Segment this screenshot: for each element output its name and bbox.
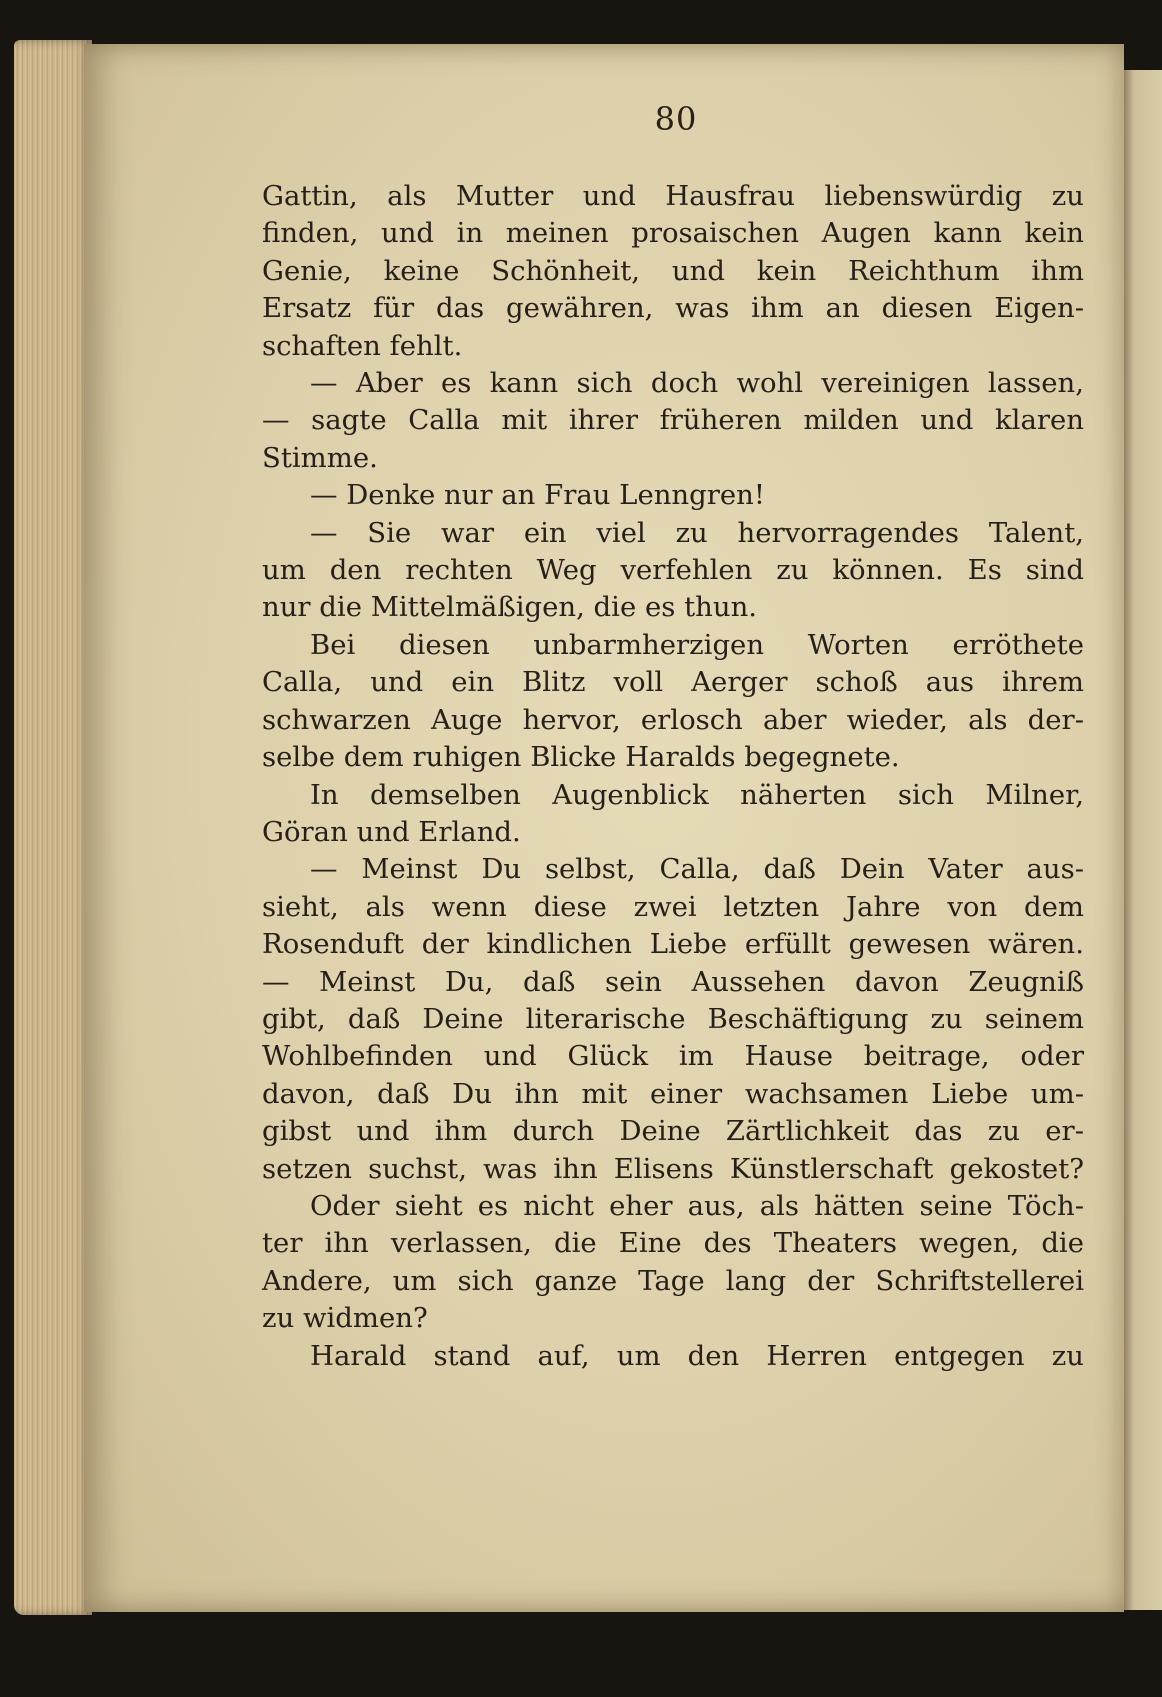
text-line: Calla, und ein Blitz voll Aerger schoß aus ihrem [262,666,1084,699]
text-line: davon, daß Du ihn mit einer wachsamen Liebe um- [262,1077,1084,1110]
text-line: Andere, um sich ganze Tage lang der Schriftstellerei [262,1264,1084,1297]
text-line: In demselben Augenblick näherten sich Milner, [310,778,1084,811]
text-line: finden, und in meinen prosaischen Augen kann kein [262,217,1084,250]
text-line: — Denke nur an Frau Lenngren! [310,479,765,512]
text-line: — sagte Calla mit ihrer früheren milden und klaren [262,404,1084,437]
book-page-edges [14,40,92,1615]
text-line: Wohlbefinden und Glück im Hause beitrage, oder [262,1040,1084,1073]
page-number: 80 [654,100,698,138]
text-line: Göran und Erland. [262,815,521,848]
text-line: — Sie war ein viel zu hervorragendes Talent, [310,516,1084,549]
text-line: Bei diesen unbarmherzigen Worten erröthete [310,628,1084,661]
text-line: zu widmen? [262,1302,428,1335]
text-line: Oder sieht es nicht eher aus, als hätten seine Töch- [310,1189,1084,1222]
text-line: selbe dem ruhigen Blicke Haralds begegnete. [262,741,900,774]
text-line: ter ihn verlassen, die Eine des Theaters wegen, die [262,1227,1084,1260]
text-line: Stimme. [262,441,378,474]
text-line: — Aber es kann sich doch wohl vereinigen lassen, [310,367,1084,400]
text-line: Rosenduft der kindlichen Liebe erfüllt gewesen wären. [262,928,1084,961]
text-line: nur die Mittelmäßigen, die es thun. [262,591,758,624]
text-line: um den rechten Weg verfehlen zu können. Es sind [262,554,1084,587]
page-text [262,178,1084,1375]
text-line: — Meinst Du, daß sein Aussehen davon Zeugniß [262,965,1084,998]
text-line: gibt, daß Deine literarische Beschäftigung zu seinem [262,1002,1084,1035]
text-line: Genie, keine Schönheit, und kein Reichthum ihm [262,254,1084,287]
text-line: schaften fehlt. [262,329,463,362]
text-line: schwarzen Auge hervor, erlosch aber wieder, als der- [262,703,1084,736]
text-line: Ersatz für das gewähren, was ihm an diesen Eigen- [262,292,1084,325]
adjacent-page-edge [1122,70,1162,1610]
text-line: gibst und ihm durch Deine Zärtlichkeit das zu er- [262,1115,1084,1148]
text-line: sieht, als wenn diese zwei letzten Jahre von dem [262,890,1084,923]
text-line: Harald stand auf, um den Herren entgegen zu [310,1339,1084,1372]
text-line: — Meinst Du selbst, Calla, daß Dein Vater aus- [310,853,1084,886]
text-line: Gattin, als Mutter und Hausfrau liebenswürdig zu [262,180,1084,212]
text-line: setzen suchst, was ihn Elisens Künstlerschaft gekostet? [262,1152,1084,1185]
